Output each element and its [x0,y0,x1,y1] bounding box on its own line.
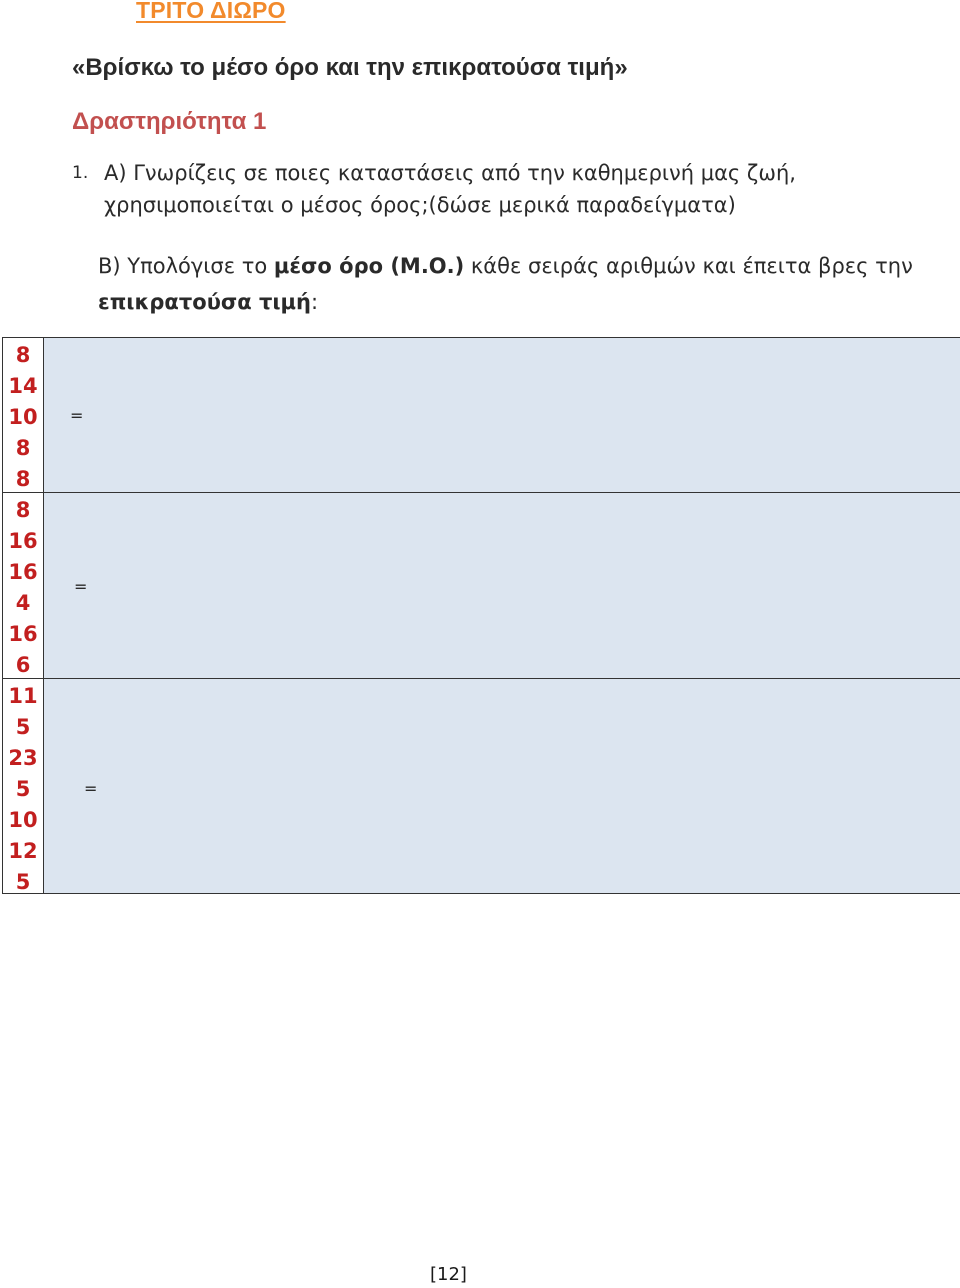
number-cell: 16 [8,622,38,646]
number-cell: 8 [15,436,31,460]
number-cell: 12 [8,839,38,863]
number-cell: 5 [15,715,31,739]
section-header: ΤΡΙΤΟ ΔΙΩΡΟ [136,0,286,23]
number-cell: 6 [15,653,31,677]
answer-area[interactable] [44,679,960,893]
number-column [2,679,44,893]
number-column [2,338,44,492]
answer-area[interactable] [44,338,960,492]
equals-sign: = [70,406,84,425]
question-a-text: Α) Γνωρίζεις σε ποιες καταστάσεις από την καθημερινή μας ζωή, χρησιμοποιείται ο μέσος όρος;(δώσε μερικά παραδείγματα) [104,161,796,217]
series-table [2,337,960,894]
page-number: [12] [430,1264,467,1285]
number-cell: 10 [8,808,38,832]
question-b-bold-mode: επικρατούσα τιμή [98,290,311,314]
answer-area[interactable] [44,493,960,678]
number-cell: 10 [8,405,38,429]
number-cell: 14 [8,374,38,398]
number-column [2,493,44,678]
equals-sign: = [84,779,98,798]
series-row-3 [2,678,960,894]
number-cell: 23 [8,746,38,770]
number-cell: 8 [15,467,31,491]
series-row-2 [2,492,960,678]
question-b-prefix: Β) Υπολόγισε το [98,254,274,278]
number-cell: 16 [8,560,38,584]
number-cell: 16 [8,529,38,553]
number-cell: 4 [15,591,31,615]
question-b-suffix: : [310,290,319,314]
number-cell: 5 [15,870,31,894]
question-b-middle: κάθε σειράς αριθμών και έπειτα βρες την [464,254,913,278]
question-a [72,157,952,221]
worksheet-title: «Βρίσκω το μέσο όρο και την επικρατούσα τιμή» [72,54,628,81]
activity-title: Δραστηριότητα 1 [72,108,267,135]
number-cell: 8 [15,343,31,367]
question-b [98,248,948,320]
question-b-bold-mean: μέσο όρο (Μ.Ο.) [273,254,465,278]
number-cell: 8 [15,498,31,522]
question-number: 1. [72,163,89,183]
equals-sign: = [74,577,88,596]
number-cell: 5 [15,777,31,801]
series-row-1 [2,337,960,492]
number-cell: 11 [8,684,38,708]
